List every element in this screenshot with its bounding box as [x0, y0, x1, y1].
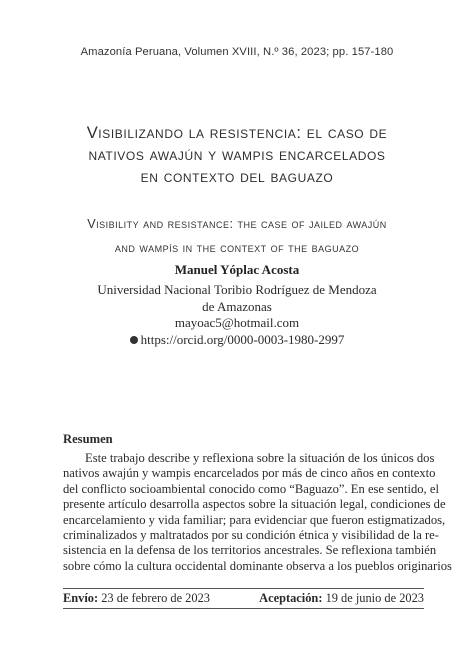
submitted-value: 23 de febrero de 2023 — [101, 591, 210, 605]
article-subtitle — [40, 212, 434, 260]
abstract-line: encarcelamiento y vida familiar; para evidenciar que fueron estigmatizados, — [63, 512, 446, 527]
abstract-heading: Resumen — [63, 432, 113, 446]
accepted-value: 19 de junio de 2023 — [325, 591, 424, 605]
author-name: Manuel Yóplac Acosta — [174, 262, 300, 277]
abstract-line: presente artículo desarrolla aspectos sobre la situación legal, condiciones de — [63, 497, 446, 512]
orcid-link[interactable]: https://orcid.org/0000-0003-1980-2997 — [140, 331, 345, 347]
submitted-date — [63, 591, 210, 606]
dates-bottom-rule — [63, 608, 424, 609]
abstract-line: sobre cómo la cultura occidental dominante observa a los pueblos originarios — [63, 558, 452, 573]
article-subtitle-line: and wampís in the context of the baguazo — [114, 241, 360, 255]
abstract-line: del conflicto socioambiental conocido como “Baguazo”. En ese sentido, el — [63, 481, 439, 496]
abstract-section — [63, 432, 452, 574]
article-title-line: nativos awajún y wampis encarcelados — [88, 146, 386, 164]
abstract-line: Este trabajo describe y reflexiona sobre la situación de los únicos dos — [85, 451, 435, 465]
dates-row — [63, 591, 424, 606]
article-subtitle-line: Visibility and resistance: the case of jailed awajún — [87, 217, 387, 231]
dates-top-rule — [63, 588, 424, 589]
accepted-label: Aceptación: — [259, 591, 323, 605]
author-details — [90, 282, 384, 348]
abstract-line: sistencia en la defensa de los territorios ancestrales. Se reflexiona también — [63, 543, 437, 558]
orcid-icon — [130, 336, 138, 344]
abstract-line: nativos awajún y wampis encarcelados por más de cinco años en contexto — [63, 466, 436, 481]
affiliation-line: de Amazonas — [202, 298, 272, 314]
article-title-line: en contexto del baguazo — [140, 168, 334, 186]
journal-citation: Amazonía Peruana, Volumen XVIII, N.º 36, 2023; pp. 157-180 — [80, 46, 394, 58]
orcid-line[interactable] — [90, 332, 384, 349]
article-title-line: Visibilizando la resistencia: el caso de — [86, 124, 388, 142]
author-email[interactable]: mayoac5@hotmail.com — [174, 315, 300, 330]
article-title — [40, 122, 434, 188]
abstract-line: criminalizados y maltratados por su condición étnica y visibilidad de la re- — [63, 528, 439, 543]
accepted-date — [259, 591, 424, 606]
affiliation-line: Universidad Nacional Toribio Rodríguez de Mendoza — [97, 282, 377, 297]
abstract-body — [63, 451, 452, 574]
submitted-label: Envío: — [63, 591, 99, 605]
